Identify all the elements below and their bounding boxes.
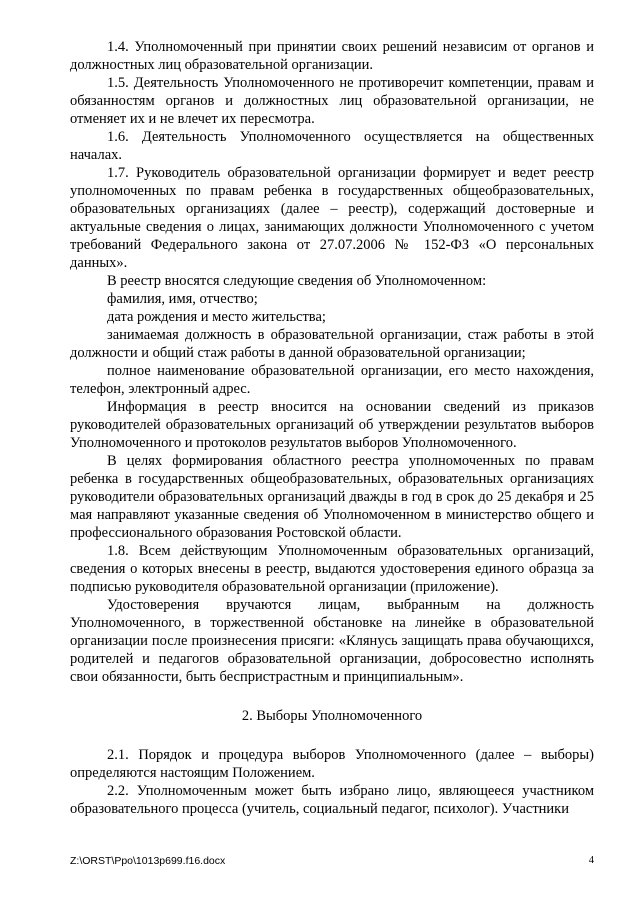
section-heading: 2. Выборы Уполномоченного (241, 708, 423, 724)
footer-page-number: 4 (588, 855, 594, 866)
paragraph-1-4: 1.4. Уполномоченный при принятии своих решений независим от органов и должностных лиц образовательной организации. (70, 39, 594, 73)
paragraph-registry-intro: В реестр вносятся следующие сведения об Уполномоченном: (107, 273, 487, 289)
paragraph-1-6: 1.6. Деятельность Уполномоченного осуществляется на общественных началах. (70, 129, 594, 163)
paragraph-2-1: 2.1. Порядок и процедура выборов Уполномоченного (далее – выборы) определяются настоящим Положением. (70, 747, 594, 781)
registry-item-position: занимаемая должность в образовательной организации, стаж работы в этой должности и общий стаж работы в данной образовательной организации; (70, 327, 594, 361)
paragraph-1-5: 1.5. Деятельность Уполномоченного не противоречит компетенции, правам и обязанностям органов и должностных лиц образовательной организации, не отменяет их и не влечет их пересмотра. (70, 75, 594, 127)
registry-item-birth: дата рождения и место жительства; (107, 309, 326, 325)
footer-file-path: Z:\ORST\Ppo\1013p699.f16.docx (70, 855, 226, 867)
paragraph-regional-registry: В целях формирования областного реестра уполномоченных по правам ребенка в государственных общеобразовательных, образовательных организациях руководители образовательных организаций дважды в год в срок до 25 декабря и 25 мая направляют указанные сведения об Уполномоченном в министерство общего и профессионального образования Ростовской области. (70, 453, 594, 541)
paragraph-registry-info: Информация в реестр вносится на основании сведений из приказов руководителей образовательных организаций об утверждении результатов выборов Уполномоченного и протоколов результатов выборов Уполномоченного. (70, 399, 594, 451)
registry-item-organization: полное наименование образовательной организации, его место нахождения, телефон, электронный адрес. (70, 363, 594, 397)
paragraph-1-7: 1.7. Руководитель образовательной организации формирует и ведет реестр уполномоченных по правам ребенка в государственных общеобразовательных, образовательных организациях (далее – реестр), содержащий достоверные и актуальные сведения о лицах, занимающих должности Уполномоченного с учетом требований Федерального закона от 27.07.2006 № 152-ФЗ «О персональных данных». (70, 165, 594, 271)
registry-item-name: фамилия, имя, отчество; (107, 291, 258, 307)
paragraph-2-2: 2.2. Уполномоченным может быть избрано лицо, являющееся участником образовательного процесса (учитель, социальный педагог, психолог). Участники (70, 783, 594, 817)
paragraph-1-8: 1.8. Всем действующим Уполномоченным образовательных организаций, сведения о которых внесены в реестр, выдаются удостоверения единого образца за подписью руководителя образовательной организации (приложение). (70, 543, 594, 595)
document-body (70, 38, 594, 818)
paragraph-certificates: Удостоверения вручаются лицам, выбранным на должность Уполномоченного, в торжественной обстановке на линейке в образовательной организации после произнесения присяги: «Клянусь защищать права обучающихся, родителей и педагогов образовательной организации, добросовестно исполнять свои обязанности, быть беспристрастным и принципиальным». (70, 597, 594, 685)
